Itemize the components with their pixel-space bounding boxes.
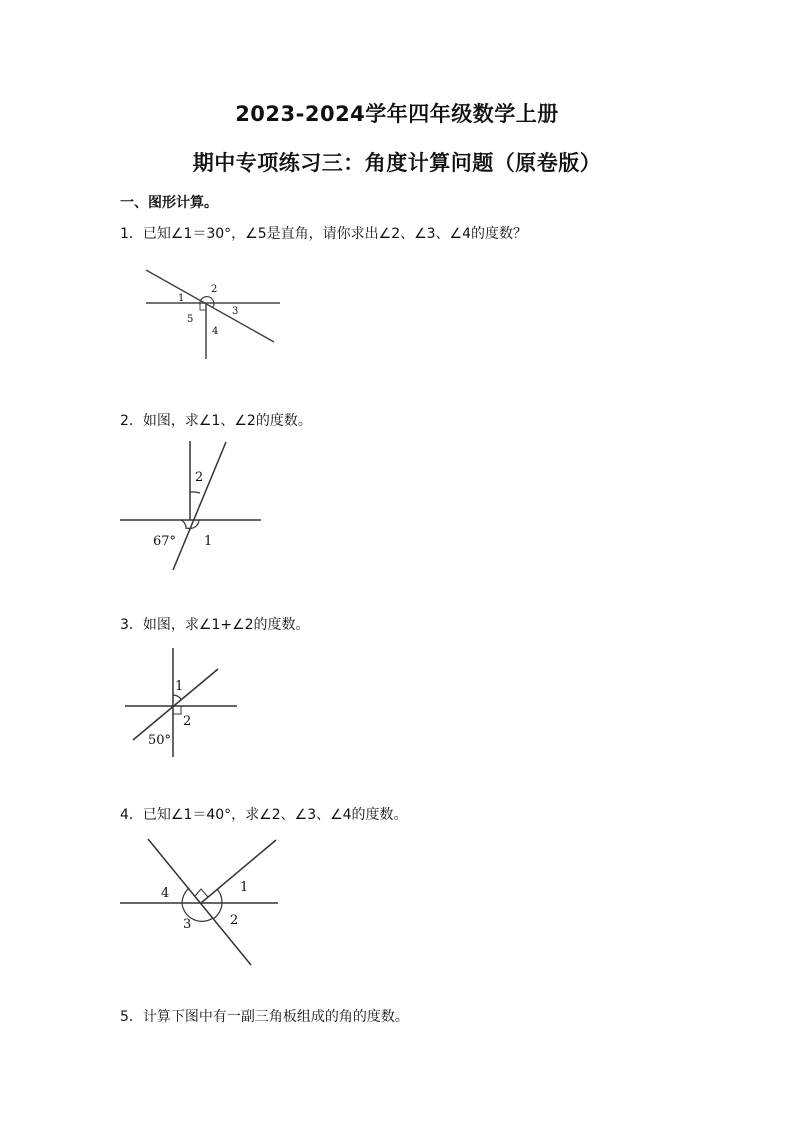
document-title-line2: 期中专项练习三：角度计算问题（原卷版） <box>192 151 602 175</box>
question-5-text: 5．计算下图中有一副三角板组成的角的度数。 <box>120 1009 409 1025</box>
question-3-figure <box>122 645 252 765</box>
q1-diagonal-line <box>146 270 274 342</box>
question-2-figure <box>118 437 268 572</box>
q3-right-angle-mark <box>173 706 181 714</box>
q4-arc-4 <box>182 888 189 903</box>
q3-arc-1 <box>173 695 181 699</box>
q4-label-1: 1 <box>240 880 249 895</box>
section-heading: 一、图形计算。 <box>120 195 218 211</box>
q1-label-4: 4 <box>212 326 219 337</box>
question-1-figure <box>140 262 290 372</box>
q4-arc-2 <box>213 903 222 919</box>
q2-label-1: 1 <box>204 534 213 549</box>
question-4-text: 4．已知∠1＝40°，求∠2、∠3、∠4的度数。 <box>120 807 408 823</box>
q1-label-2: 2 <box>211 284 218 295</box>
q4-label-4: 4 <box>161 886 170 901</box>
q4-rising-ray <box>201 840 276 903</box>
q3-label-50: 50° <box>148 733 172 748</box>
document-title-line1: 2023-2024学年四年级数学上册 <box>235 102 559 126</box>
q2-arc-2 <box>190 492 200 493</box>
q1-label-5: 5 <box>187 314 194 325</box>
question-3-text: 3．如图，求∠1+∠2的度数。 <box>120 617 310 633</box>
q3-label-1: 1 <box>175 679 184 694</box>
q2-label-67: 67° <box>153 534 177 549</box>
q4-right-angle-mark <box>195 889 208 897</box>
q4-label-3: 3 <box>183 917 192 932</box>
q2-slanted-line <box>173 442 226 570</box>
q2-arc-67 <box>181 520 186 529</box>
q4-falling-line <box>148 839 251 965</box>
q1-label-1: 1 <box>178 293 185 304</box>
q1-label-3: 3 <box>232 306 239 317</box>
q2-label-2: 2 <box>195 470 204 485</box>
question-1-text: 1．已知∠1＝30°，∠5是直角，请你求出∠2、∠3、∠4的度数？ <box>120 226 528 242</box>
q4-arc-1 <box>217 889 222 903</box>
q4-label-2: 2 <box>230 913 239 928</box>
question-4-figure <box>118 835 288 970</box>
question-2-text: 2．如图，求∠1、∠2的度数。 <box>120 413 312 429</box>
q3-label-2: 2 <box>183 714 192 729</box>
